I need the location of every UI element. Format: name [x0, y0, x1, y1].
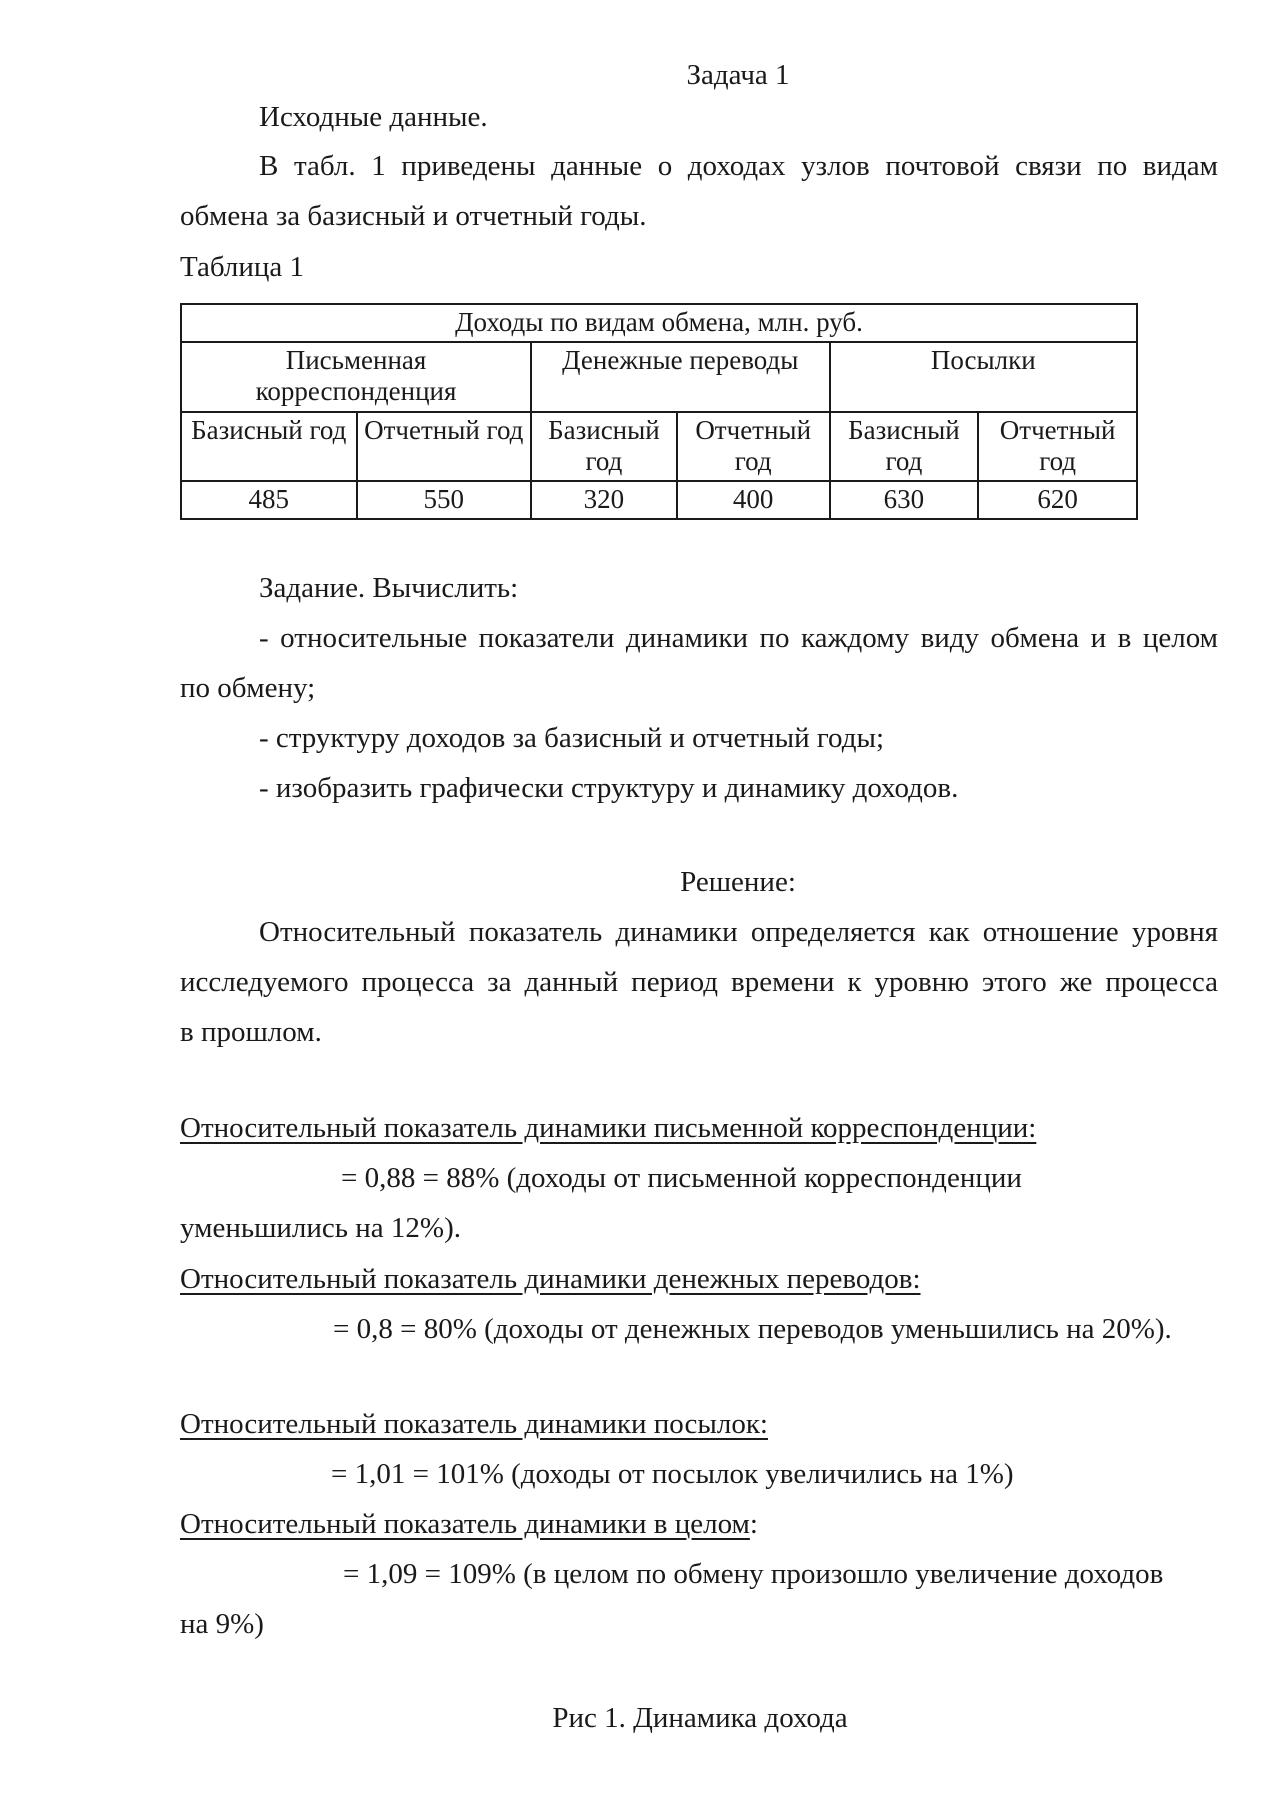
subheader-cell: Базисный год	[531, 412, 677, 481]
value-cell: 320	[531, 481, 677, 519]
table-group-row	[181, 342, 1137, 412]
income-table-container	[180, 303, 1138, 520]
value-cell: 620	[978, 481, 1137, 519]
assignment-item-2: - структуру доходов за базисный и отчетный годы;	[259, 722, 885, 754]
intro-line-1: В табл. 1 приведены данные о доходах узлов почтовой связи по видам	[259, 150, 1218, 182]
letters-dynamics-result-line-2: уменьшились на 12%).	[180, 1212, 461, 1244]
transfers-dynamics-result: = 0,8 = 80% (доходы от денежных переводов уменьшились на 20%).	[333, 1313, 1172, 1345]
subheader-cell: Базисный год	[181, 412, 357, 481]
total-dynamics-heading-colon: :	[749, 1508, 758, 1540]
letters-dynamics-result-line-1: = 0,88 = 88% (доходы от письменной корреспонденции	[341, 1162, 1022, 1194]
parcels-dynamics-result: = 1,01 = 101% (доходы от посылок увеличились на 1%)	[331, 1458, 1014, 1490]
subheader-cell: Отчетный год	[978, 412, 1137, 481]
task-title: Задача 1	[686, 59, 790, 91]
subheader-cell: Базисный год	[830, 412, 979, 481]
solution-heading: Решение:	[680, 866, 796, 898]
value-cell: 630	[830, 481, 979, 519]
initial-data-heading: Исходные данные.	[259, 101, 488, 133]
definition-line-3: в прошлом.	[180, 1016, 322, 1048]
total-dynamics-heading	[180, 1507, 758, 1541]
assignment-item-1-line-2: по обмену;	[180, 672, 316, 704]
value-cell: 550	[357, 481, 532, 519]
group-transfers-cell: Денежные переводы	[531, 342, 829, 412]
figure-caption: Рис 1. Динамика дохода	[552, 1702, 848, 1734]
assignment-item-3: - изобразить графически структуру и динамику доходов.	[259, 772, 959, 804]
definition-line-1: Относительный показатель динамики определяется как отношение уровня	[259, 916, 1218, 948]
total-dynamics-heading-text: Относительный показатель динамики в целом	[180, 1508, 750, 1540]
total-dynamics-result-line-2: на 9%)	[180, 1608, 264, 1640]
table-header-cell: Доходы по видам обмена, млн. руб.	[181, 304, 1137, 342]
subheader-cell: Отчетный год	[357, 412, 532, 481]
total-dynamics-result-line-1: = 1,09 = 109% (в целом по обмену произошло увеличение доходов	[343, 1558, 1164, 1590]
group-parcels-cell: Посылки	[830, 342, 1137, 412]
intro-line-2: обмена за базисный и отчетный годы.	[180, 200, 647, 232]
letters-dynamics-heading: Относительный показатель динамики письменной корреспонденции:	[180, 1112, 1037, 1144]
assignment-heading: Задание. Вычислить:	[259, 572, 519, 604]
transfers-dynamics-heading: Относительный показатель динамики денежных переводов:	[180, 1263, 921, 1295]
parcels-dynamics-heading: Относительный показатель динамики посылок:	[180, 1408, 768, 1440]
income-table	[180, 303, 1138, 520]
assignment-item-1-line-1: - относительные показатели динамики по каждому виду обмена и в целом	[259, 622, 1218, 654]
table-subheader-row	[181, 412, 1137, 481]
value-cell: 400	[677, 481, 830, 519]
table-header-row	[181, 304, 1137, 342]
table-values-row	[181, 481, 1137, 519]
subheader-cell: Отчетный год	[677, 412, 830, 481]
definition-line-2: исследуемого процесса за данный период времени к уровню этого же процесса	[180, 966, 1218, 998]
group-letters-cell: Письменная корреспонденция	[181, 342, 531, 412]
value-cell: 485	[181, 481, 357, 519]
table-caption: Таблица 1	[180, 251, 305, 283]
